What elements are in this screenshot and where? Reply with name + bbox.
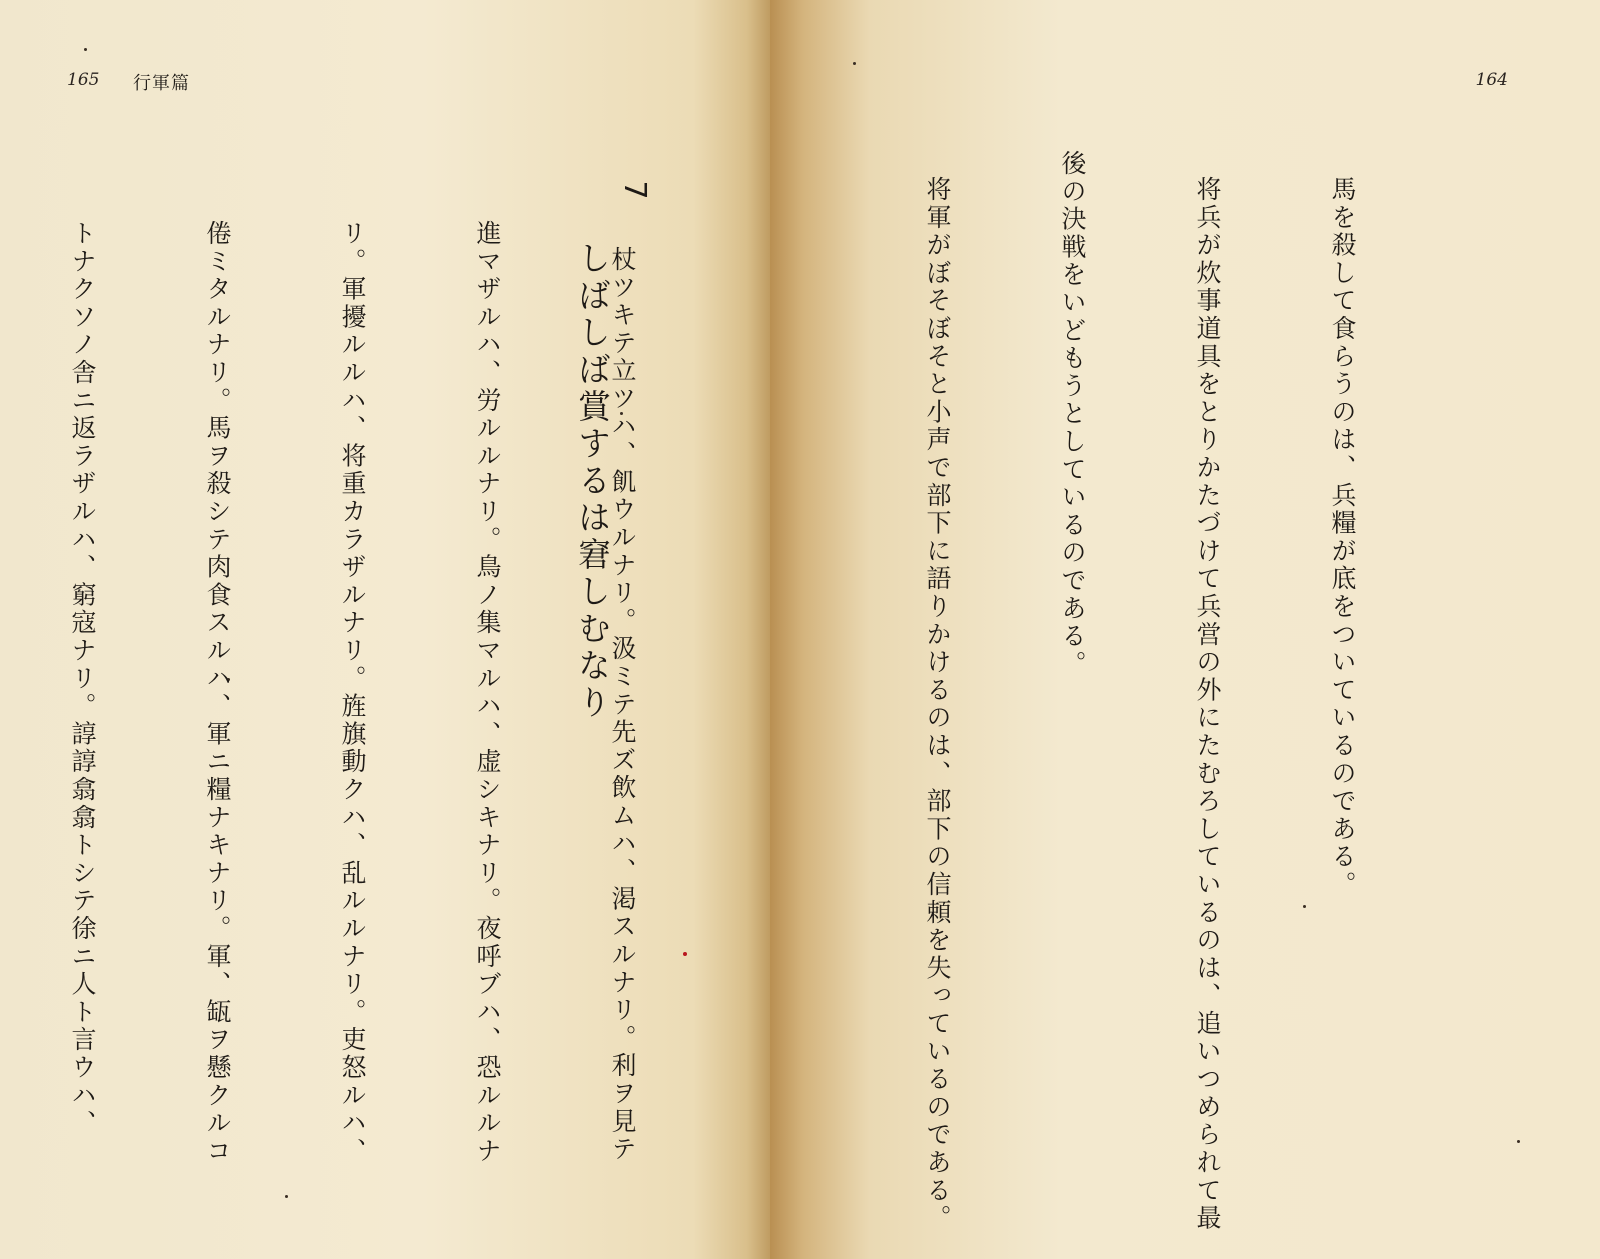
text-line: トナクソノ舎ニ返ラザルハ、窮寇ナリ。諄諄翕翕トシテ徐ニ人ト言ウハ、 (68, 220, 97, 1138)
text-line: 将兵が炊事道具をとりかたづけて兵営の外にたむろしているのは、追いつめられて最 (1193, 176, 1222, 1233)
text-line: 後の決戦をいどもうとしているのである。 (1058, 150, 1087, 679)
right-body-text (0, 150, 1455, 1232)
paper-speck (853, 62, 856, 65)
text-line: 馬を殺して食らうのは、兵糧が底をついているのである。 (1328, 176, 1357, 899)
paper-speck (1303, 905, 1306, 908)
paper-speck (84, 48, 87, 51)
text-line: 将軍がぼそぼそと小声で部下に語りかけるのは、部下の信頼を失っているのである。 (923, 176, 952, 1233)
chapter-number: 7 (617, 180, 652, 200)
text-line: 倦ミタルナリ。馬ヲ殺シテ肉食スルハ、軍ニ糧ナキナリ。軍、缻ヲ懸クルコ (203, 220, 232, 1166)
chapter-title: しばしば賞するは窘しむなり (573, 240, 612, 722)
text-line: リ。軍擾ルルハ、将重カラザルナリ。旌旗動クハ、乱ルルナリ。吏怒ルハ、 (338, 220, 367, 1166)
running-head: 行軍篇 (133, 73, 190, 94)
text-line: 杖ツキテ立ツハ、飢ウルナリ。汲ミテ先ズ飲ムハ、渇スルナリ。利ヲ見テ (608, 246, 637, 1164)
page-number-left: 165 (67, 70, 100, 90)
paper-speck (1517, 1140, 1520, 1143)
text-line: 進マザルハ、労ルルナリ。鳥ノ集マルハ、虚シキナリ。夜呼ブハ、恐ルルナ (473, 220, 502, 1166)
page-number-right: 164 (1475, 70, 1508, 90)
